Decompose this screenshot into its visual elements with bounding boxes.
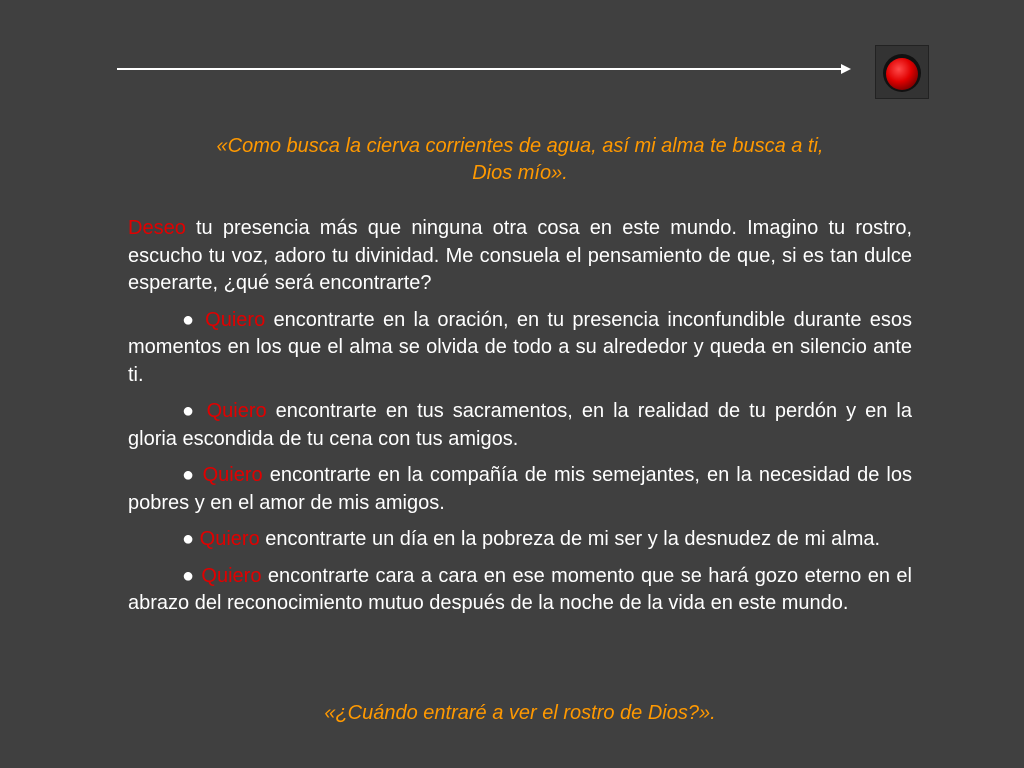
opening-quote-line1: «Como busca la cierva corrientes de agua, así mi alma te busca a ti, bbox=[216, 135, 824, 157]
body-text bbox=[128, 215, 912, 627]
bullet-text: encontrarte en tus sacramentos, en la realidad de tu perdón y en la gloria escondida de tu cena con tus amigos. bbox=[128, 400, 912, 450]
arrow-line bbox=[117, 68, 843, 70]
intro-highlight: Deseo bbox=[128, 217, 186, 239]
bullet-marker: ● bbox=[182, 528, 195, 550]
bullet-highlight: Quiero bbox=[205, 308, 266, 331]
bullet-marker: ● bbox=[182, 564, 195, 587]
bullet-text: encontrarte cara a cara en ese momento que se hará gozo eterno en el abrazo del reconocimiento mutuo después de la noche de la vida en este mundo. bbox=[128, 564, 912, 614]
record-button[interactable] bbox=[875, 45, 929, 99]
bullet-highlight: Quiero bbox=[202, 464, 263, 486]
bullet-marker: ● bbox=[182, 464, 196, 486]
bullet-paragraph bbox=[128, 398, 912, 453]
bullet-text: encontrarte un día en la pobreza de mi ser y la desnudez de mi alma. bbox=[259, 528, 881, 550]
bullet-paragraph bbox=[128, 462, 912, 517]
bullet-highlight: Quiero bbox=[206, 400, 267, 422]
record-button-icon bbox=[876, 46, 928, 98]
intro-paragraph bbox=[128, 215, 912, 298]
opening-quote-line2: Dios mío». bbox=[472, 162, 568, 184]
arrow-right-icon bbox=[841, 64, 851, 74]
bullet-text: encontrarte en la oración, en tu presencia inconfundible durante esos momentos en los que el alma se olvida de todo a su alrededor y queda en silencio ante ti. bbox=[128, 308, 912, 386]
bullet-text: encontrarte en la compañía de mis semejantes, en la necesidad de los pobres y en el amor de mis amigos. bbox=[128, 464, 912, 514]
bullet-marker: ● bbox=[182, 400, 198, 422]
bullet-paragraph bbox=[128, 563, 912, 618]
bullet-marker: ● bbox=[182, 308, 197, 331]
bullet-highlight: Quiero bbox=[199, 528, 260, 550]
bullet-paragraph bbox=[128, 526, 912, 554]
opening-quote bbox=[128, 133, 912, 187]
bullet-paragraph bbox=[128, 307, 912, 390]
closing-quote: «¿Cuándo entraré a ver el rostro de Dios?». bbox=[324, 702, 716, 724]
bullet-highlight: Quiero bbox=[201, 564, 262, 587]
intro-text: tu presencia más que ninguna otra cosa en este mundo. Imagino tu rostro, escucho tu voz, adoro tu divinidad. Me consuela el pensamiento de que, si es tan dulce esperarte, ¿qué será encontrarte? bbox=[128, 217, 912, 294]
